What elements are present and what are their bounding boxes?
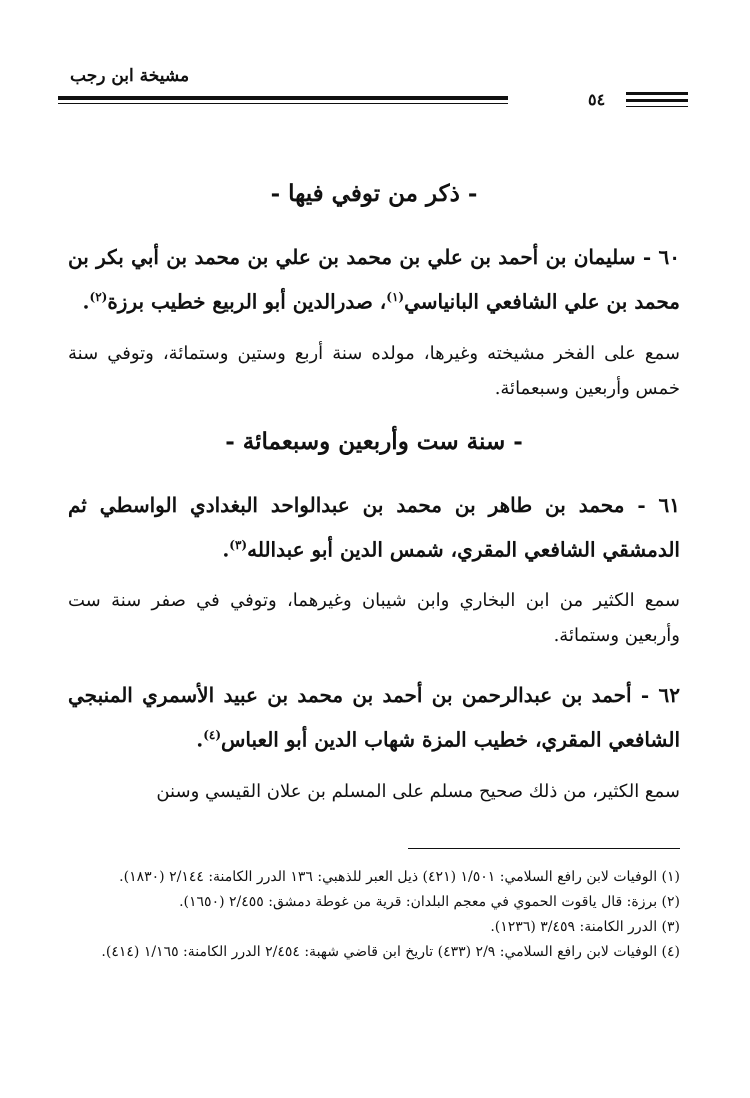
section-heading-year-746: - سنة ست وأربعين وسبعمائة - <box>225 427 523 455</box>
footnote-divider <box>408 848 680 849</box>
header-rule-thick <box>58 96 508 100</box>
page-number-rule-2 <box>626 99 688 102</box>
footnote-ref-3: (٣) <box>229 537 248 552</box>
entry-61-end: . <box>222 537 230 562</box>
entry-60-text: ٦٠ - سليمان بن أحمد بن علي بن محمد بن علي بن محمد بن أبي بكر بن محمد بن علي الشافعي البانياسي <box>68 245 680 314</box>
main-text <box>68 180 680 831</box>
entry-60-end: . <box>82 289 90 314</box>
bio-60: سمع على الفخر مشيخته وغيرها، مولده سنة أربع وستين وستمائة، وتوفي سنة خمس وأربعين وسبعمائة. <box>68 342 680 399</box>
entry-61-text: ٦١ - محمد بن طاهر بن محمد بن عبدالواحد البغدادي الواسطي ثم الدمشقي الشافعي المقري، شمس الدين أبو عبدالله <box>68 492 680 562</box>
footnotes <box>68 866 680 966</box>
entry-62-text: ٦٢ - أحمد بن عبدالرحمن بن أحمد بن محمد بن عبيد الأسمري المنبجي الشافعي المقري، خطيب المزة شهاب الدين أبو العباس <box>68 683 680 752</box>
entry-60 <box>68 237 680 322</box>
footnote-ref-1: (١) <box>386 290 405 304</box>
running-title: مشيخة ابن رجب <box>70 66 190 86</box>
entry-61 <box>68 485 680 570</box>
footnote-2: (٢) برزة: قال ياقوت الحموي في معجم البلدان: قرية من غوطة دمشق: ٢/٤٥٥ (١٦٥٠). <box>179 894 680 910</box>
section-heading-deaths: - ذكر من توفي فيها - <box>270 180 478 207</box>
entry-62-end: . <box>196 727 204 752</box>
page-header <box>58 60 688 108</box>
footnote-ref-2: (٢) <box>89 290 108 304</box>
entry-62 <box>68 675 680 760</box>
bio-61: سمع الكثير من ابن البخاري وابن شيبان وغيرهما، وتوفي في صفر سنة ست وأربعين وستمائة. <box>68 590 680 647</box>
header-rule-thin <box>58 103 508 104</box>
entry-60-mid: ، صدرالدين أبو الربيع خطيب برزة <box>107 289 387 314</box>
page-number: ٥٤ <box>588 90 606 109</box>
bio-62: سمع الكثير، من ذلك صحيح مسلم على المسلم بن علان القيسي وسنن <box>156 780 680 802</box>
page-number-rule-1 <box>626 92 688 95</box>
footnote-1: (١) الوفيات لابن رافع السلامي: ١/٥٠١ (٤٢١) ذيل العبر للذهبي: ١٣٦ الدرر الكامنة: ٢/١٤٤ (١٨٣٠). <box>119 869 680 885</box>
footnote-ref-4: (٤) <box>203 728 222 743</box>
footnote-3: (٣) الدرر الكامنة: ٣/٤٥٩ (١٢٣٦). <box>490 919 680 935</box>
footnote-4: (٤) الوفيات لابن رافع السلامي: ٢/٩ (٤٣٣) تاريخ ابن قاضي شهبة: ٢/٤٥٤ الدرر الكامنة: ١/١٦٥ (٤١٤). <box>101 944 680 960</box>
page-number-rule-3 <box>626 106 688 107</box>
